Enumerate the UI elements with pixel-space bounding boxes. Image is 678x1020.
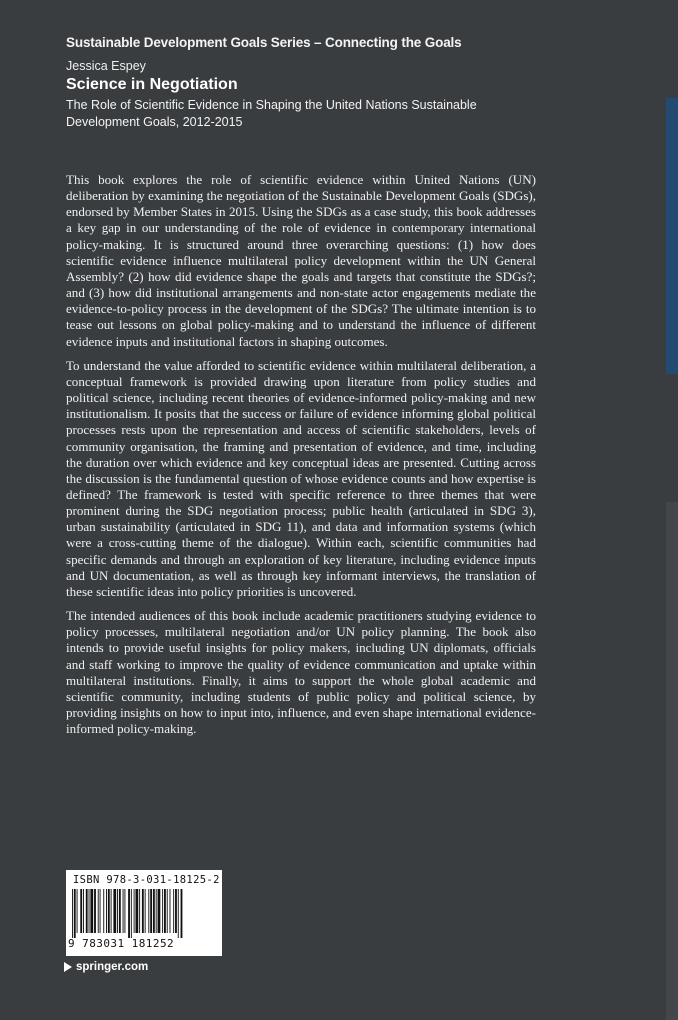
- blurb-paragraph-1: This book explores the role of scientific evidence within United Nations (UN) deliberation by examining the negotiation of the Sustainable Development Goals (SDGs), endorsed by Member States in 2015. Using the SDGs as a case study, this book addresses a key gap in our understanding of the role of evidence in contemporary international policy-making. It is structured around three overarching questions: (1) how does scientific evidence influence multilateral policy development within the UN General Assembly? (2) how did evidence shape the goals and targets that constitute the SDGs?; and (3) how did institutional arrangements and non-state actor engagements mediate the evidence-to-policy process in the development of the SDGs? The ultimate intention is to tease out lessons on global policy-making and to understand the influence of different evidence inputs and institutional factors in shaping outcomes.: [66, 172, 536, 349]
- barcode-graphic: [71, 889, 217, 938]
- barcode-digits: 9 783031 181252: [68, 937, 175, 950]
- spine-lower-section: [666, 502, 678, 1020]
- series-title: Sustainable Development Goals Series – Connecting the Goals: [66, 35, 462, 50]
- triangle-right-icon: [64, 962, 72, 972]
- springer-link[interactable]: springer.com: [76, 961, 149, 973]
- author-name: Jessica Espey: [66, 59, 146, 73]
- isbn-barcode-box: [66, 870, 222, 956]
- isbn-label: ISBN 978-3-031-18125-2: [73, 874, 220, 886]
- blurb: [66, 172, 536, 745]
- accent-spine-bar: [666, 98, 678, 374]
- book-subtitle: The Role of Scientific Evidence in Shaping the United Nations Sustainable Development Goals, 2012-2015: [66, 98, 477, 129]
- publisher-link-row: [64, 961, 148, 973]
- book-title: Science in Negotiation: [66, 76, 238, 93]
- spine-dark-section: [666, 374, 678, 502]
- cover-header: [66, 34, 586, 131]
- blurb-paragraph-3: The intended audiences of this book include academic practitioners studying evidence to policy processes, multilateral negotiation and/or UN policy planning. The book also intends to provide useful insights for policy makers, including UN diplomats, officials and staff working to improve the quality of evidence communication and uptake within multilateral institutions. Finally, it aims to support the whole global academic and scientific community, including students of public policy and political science, by providing insights on how to input into, influence, and even shape international evidence-informed policy-making.: [66, 608, 536, 737]
- blurb-paragraph-2: To understand the value afforded to scientific evidence within multilateral deliberation, a conceptual framework is provided drawing upon literature from policy studies and political science, including recent theories of evidence-informed policy-making and new institutionalism. It posits that the success or failure of evidence informing global political processes rests upon the representation and access of scientific stakeholders, levels of community organisation, the framing and presentation of evidence, and time, including the duration over which evidence and key conceptual ideas are presented. Cutting across the discussion is the fundamental question of whose evidence counts and how expertise is defined? The framework is tested with specific reference to three themes that were prominent during the SDG negotiation process; public health (articulated in SDG 3), urban sustainability (articulated in SDG 11), and data and information systems (which were a cross-cutting theme of the dialogue). Within each, scientific communities had specific demands and through an exploration of key literature, including evidence inputs and UN documentation, as well as through key informant interviews, the translation of these scientific ideas into policy priorities is uncovered.: [66, 357, 536, 599]
